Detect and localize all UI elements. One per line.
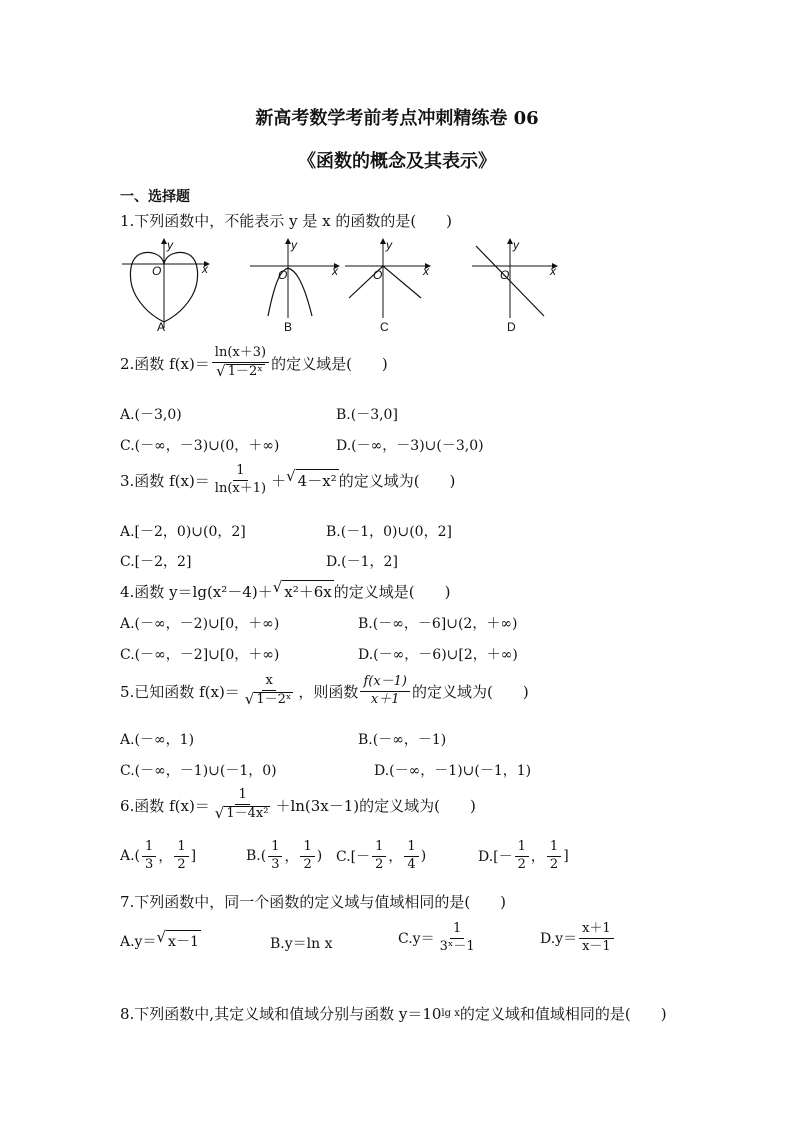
q4-sqrt: √ x²＋6x (272, 578, 332, 601)
q6-fraction: 1 √ 1－4x² (214, 787, 269, 822)
question-6-text (120, 788, 476, 823)
q3-option-c[interactable]: C.[－2，2] (120, 554, 192, 570)
q4-option-b[interactable]: B.(－∞，－6]∪(2，＋∞) (358, 616, 518, 632)
question-8-text (120, 1003, 667, 1024)
q5-post: 的定义域为( ) (412, 682, 529, 701)
q2-post: 的定义域是( ) (271, 354, 388, 373)
q6-pre: 6.函数 f(x)＝ (120, 796, 210, 815)
q5-numerator-1: x (262, 674, 275, 691)
graph-c-option-label: C (380, 320, 389, 334)
q2-option-c[interactable]: C.(－∞，－3)∪(0，＋∞) (120, 438, 280, 454)
q3-fraction (212, 464, 269, 497)
graph-b-x-label: x (332, 264, 338, 278)
graph-c (343, 236, 433, 320)
question-2-text (120, 346, 388, 381)
q6-option-a[interactable]: A.( $\frac{1}{3}$ ， $\frac{1}{2}$ ] (120, 839, 197, 872)
q4-pre: 4.函数 y＝lg(x²－4)＋ (120, 582, 273, 601)
q3-pre: 3.函数 f(x)＝ (120, 471, 210, 490)
graph-a-y-label: y (167, 238, 173, 252)
q4-post: 的定义域是( ) (333, 582, 451, 601)
graph-a-origin-label: O (152, 264, 162, 278)
graph-a-x-label: x (202, 262, 208, 276)
q6-numerator: 1 (235, 788, 249, 805)
graph-c-x-label: x (423, 264, 429, 278)
question-7-text: 7.下列函数中，同一个函数的定义域与值域相同的是( ) (120, 893, 507, 911)
q3-option-b[interactable]: B.(－1，0)∪(0，2] (326, 524, 452, 540)
graph-c-curve (349, 266, 421, 298)
graph-d-y-label: y (513, 238, 519, 252)
graph-c-y-label: y (386, 238, 392, 252)
q5-mid: ，则函数 (298, 682, 359, 701)
q3-plus: ＋ (271, 471, 287, 490)
q5-fraction-2 (360, 675, 410, 708)
page-subtitle: 《函数的概念及其表示》 (298, 151, 496, 172)
q2-option-d[interactable]: D.(－∞，－3)∪(－3,0) (336, 438, 484, 454)
q2-option-b[interactable]: B.(－3,0] (336, 407, 398, 423)
question-5-text (120, 674, 529, 709)
q6-post: ＋ln(3x－1)的定义域为( ) (275, 796, 476, 815)
q6-option-c[interactable]: C.[－ $\frac{1}{2}$ ， $\frac{1}{4}$ ) (336, 839, 427, 872)
q5-option-b[interactable]: B.(－∞，－1) (358, 732, 447, 748)
q3-option-a[interactable]: A.[－2，0)∪(0，2] (120, 524, 246, 540)
graph-b (246, 236, 341, 320)
question-4-text (120, 580, 450, 602)
q8-post: 的定义域和值域相同的是( ) (459, 1005, 667, 1023)
q3-post: 的定义域为( ) (338, 471, 456, 490)
q5-option-d[interactable]: D.(－∞，－1)∪(－1，1) (374, 763, 532, 779)
graph-b-option-label: B (284, 320, 293, 334)
q5-numerator-2: f(x－1) (360, 675, 410, 692)
q7-option-a[interactable]: A.y＝ √ x－1 (120, 928, 199, 950)
q5-denominator-1: 1－2ˣ (256, 691, 292, 707)
q5-fraction-1: x √ 1－2ˣ (244, 673, 292, 708)
q5-option-a[interactable]: A.(－∞，1) (120, 732, 195, 748)
q3-sqrt: √ 4－x² (286, 467, 337, 491)
q5-option-c[interactable]: C.(－∞，－1)∪(－1，0) (120, 763, 277, 779)
q2-denominator: 1－2ˣ (227, 363, 263, 379)
q3-option-d[interactable]: D.(－1，2] (326, 554, 398, 570)
graph-a-option-label: A (157, 320, 166, 334)
graph-b-curve (268, 268, 312, 316)
graph-d-option-label: D (507, 320, 516, 334)
q8-pre: 8.下列函数中,其定义域和值域分别与函数 y＝10 (120, 1005, 442, 1023)
q2-pre: 2.函数 f(x)＝ (120, 354, 210, 373)
graph-b-origin-label: O (278, 268, 288, 282)
q6-option-b[interactable]: B.( $\frac{1}{3}$ ， $\frac{1}{2}$ ) (246, 839, 323, 872)
q6-option-d[interactable]: D.[－ $\frac{1}{2}$ ， $\frac{1}{2}$ ] (478, 839, 569, 872)
q5-denominator-2: x＋1 (370, 691, 400, 707)
graph-b-y-label: y (291, 238, 297, 252)
graph-c-origin-label: O (373, 268, 383, 282)
graph-d-x-label: x (550, 264, 556, 278)
page-title: 新高考数学考前考点冲刺精练卷 06 (255, 108, 539, 129)
section-heading: 一、选择题 (120, 189, 190, 205)
q4-option-d[interactable]: D.(－∞，－6)∪[2，＋∞) (358, 647, 518, 663)
q2-numerator: ln(x＋3) (212, 346, 269, 363)
q4-option-a[interactable]: A.(－∞，－2)∪[0，＋∞) (120, 616, 280, 632)
q7-option-d[interactable]: D.y＝ $\frac{x+1}{x-1}$ (540, 922, 616, 955)
question-1-text: 1.下列函数中，不能表示 y 是 x 的函数的是( ) (120, 212, 453, 230)
q4-option-c[interactable]: C.(－∞，－2]∪[0，＋∞) (120, 647, 280, 663)
q8-superscript: lg x (441, 1008, 460, 1019)
q2-fraction: ln(x＋3) √ 1－2ˣ (212, 346, 269, 381)
q3-numerator: 1 (233, 464, 247, 481)
graph-d-origin-label: O (500, 268, 510, 282)
q7-option-c[interactable]: C.y＝ $\frac{1}{\text{3ˣ－1}}$ (398, 921, 475, 954)
question-3-text (120, 464, 455, 497)
q3-denominator: ln(x＋1) (214, 480, 267, 496)
q2-option-a[interactable]: A.(－3,0) (120, 407, 182, 423)
graph-d (470, 236, 562, 320)
q7-option-b[interactable]: B.y＝ln x (270, 936, 333, 952)
q5-pre: 5.已知函数 f(x)＝ (120, 682, 240, 701)
q6-denominator: 1－4x² (226, 805, 269, 821)
